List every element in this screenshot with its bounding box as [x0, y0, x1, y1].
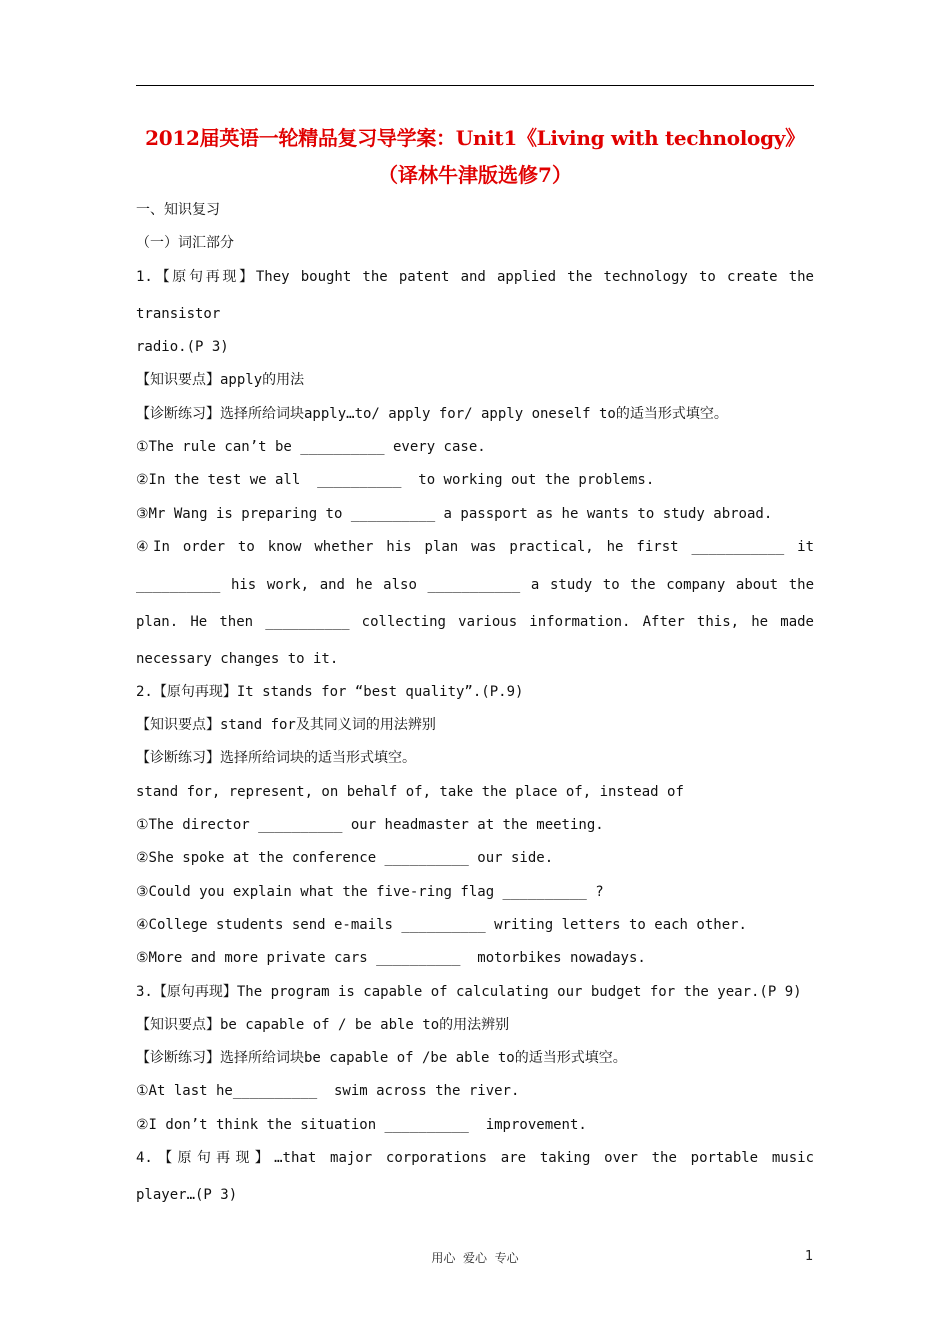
word-bank: stand for, represent, on behalf of, take the place of, instead of — [136, 784, 684, 800]
exercise-item: ②I don’t think the situation __________ improvement. — [136, 1117, 587, 1133]
exercise-item: ②She spoke at the conference __________ our side. — [136, 850, 554, 866]
exercise-item: ①The director __________ our headmaster at the meeting. — [136, 817, 604, 833]
exercise-item: ④College students send e-mails __________ writing letters to each other. — [136, 917, 747, 933]
exercise-item: ①At last he__________ swim across the river. — [136, 1083, 520, 1099]
text-line: plan. He then __________ collecting various information. After this, he made — [136, 614, 814, 630]
text-line: 【诊断练习】选择所给词块be capable of /be able to的适当形式填空。 — [136, 1050, 627, 1066]
text-line: __________ his work, and he also ___________ a study to the company about the — [136, 577, 814, 593]
text-line: 3.【原句再现】The program is capable of calculating our budget for the year.(P 9) — [136, 984, 802, 1000]
header-rule — [136, 85, 814, 86]
text-line: 【知识要点】stand for及其同义词的用法辨别 — [136, 717, 436, 733]
document-subtitle: （译林牛津版选修7） — [378, 163, 572, 187]
text-line: 2.【原句再现】It stands for “best quality”.(P.9) — [136, 684, 524, 700]
text-line: player…(P 3) — [136, 1187, 238, 1203]
text-line: 【诊断练习】选择所给词块apply…to/ apply for/ apply oneself to的适当形式填空。 — [136, 406, 728, 422]
text-line: 【知识要点】be capable of / be able to的用法辨别 — [136, 1017, 510, 1033]
text-line: 【知识要点】apply的用法 — [136, 372, 305, 388]
text-line: 4.【原句再现】…that major corporations are taking over the portable music — [136, 1150, 814, 1166]
text-line: transistor — [136, 306, 221, 322]
document-title: 2012届英语一轮精品复习导学案：Unit1《Living with technology》 — [145, 126, 805, 150]
text-line: 1.【原句再现】They bought the patent and applied the technology to create the — [136, 269, 814, 285]
text-line: necessary changes to it. — [136, 651, 339, 667]
page-number: 1 — [805, 1249, 814, 1264]
footer-motto: 用心 爱心 专心 — [431, 1251, 519, 1265]
exercise-item: ③Mr Wang is preparing to __________ a passport as he wants to study abroad. — [136, 506, 773, 522]
exercise-item: ④In order to know whether his plan was practical, he first ___________ it — [136, 539, 814, 555]
text-line: radio.(P 3) — [136, 339, 229, 355]
subsection-heading: （一）词汇部分 — [136, 235, 234, 251]
section-heading: 一、知识复习 — [136, 202, 220, 218]
exercise-item: ②In the test we all __________ to working out the problems. — [136, 472, 655, 488]
exercise-item: ①The rule can’t be __________ every case. — [136, 439, 486, 455]
exercise-item: ⑤More and more private cars __________ motorbikes nowadays. — [136, 950, 646, 966]
exercise-item: ③Could you explain what the five-ring flag __________ ? — [136, 884, 604, 900]
text-line: 【诊断练习】选择所给词块的适当形式填空。 — [136, 750, 416, 766]
